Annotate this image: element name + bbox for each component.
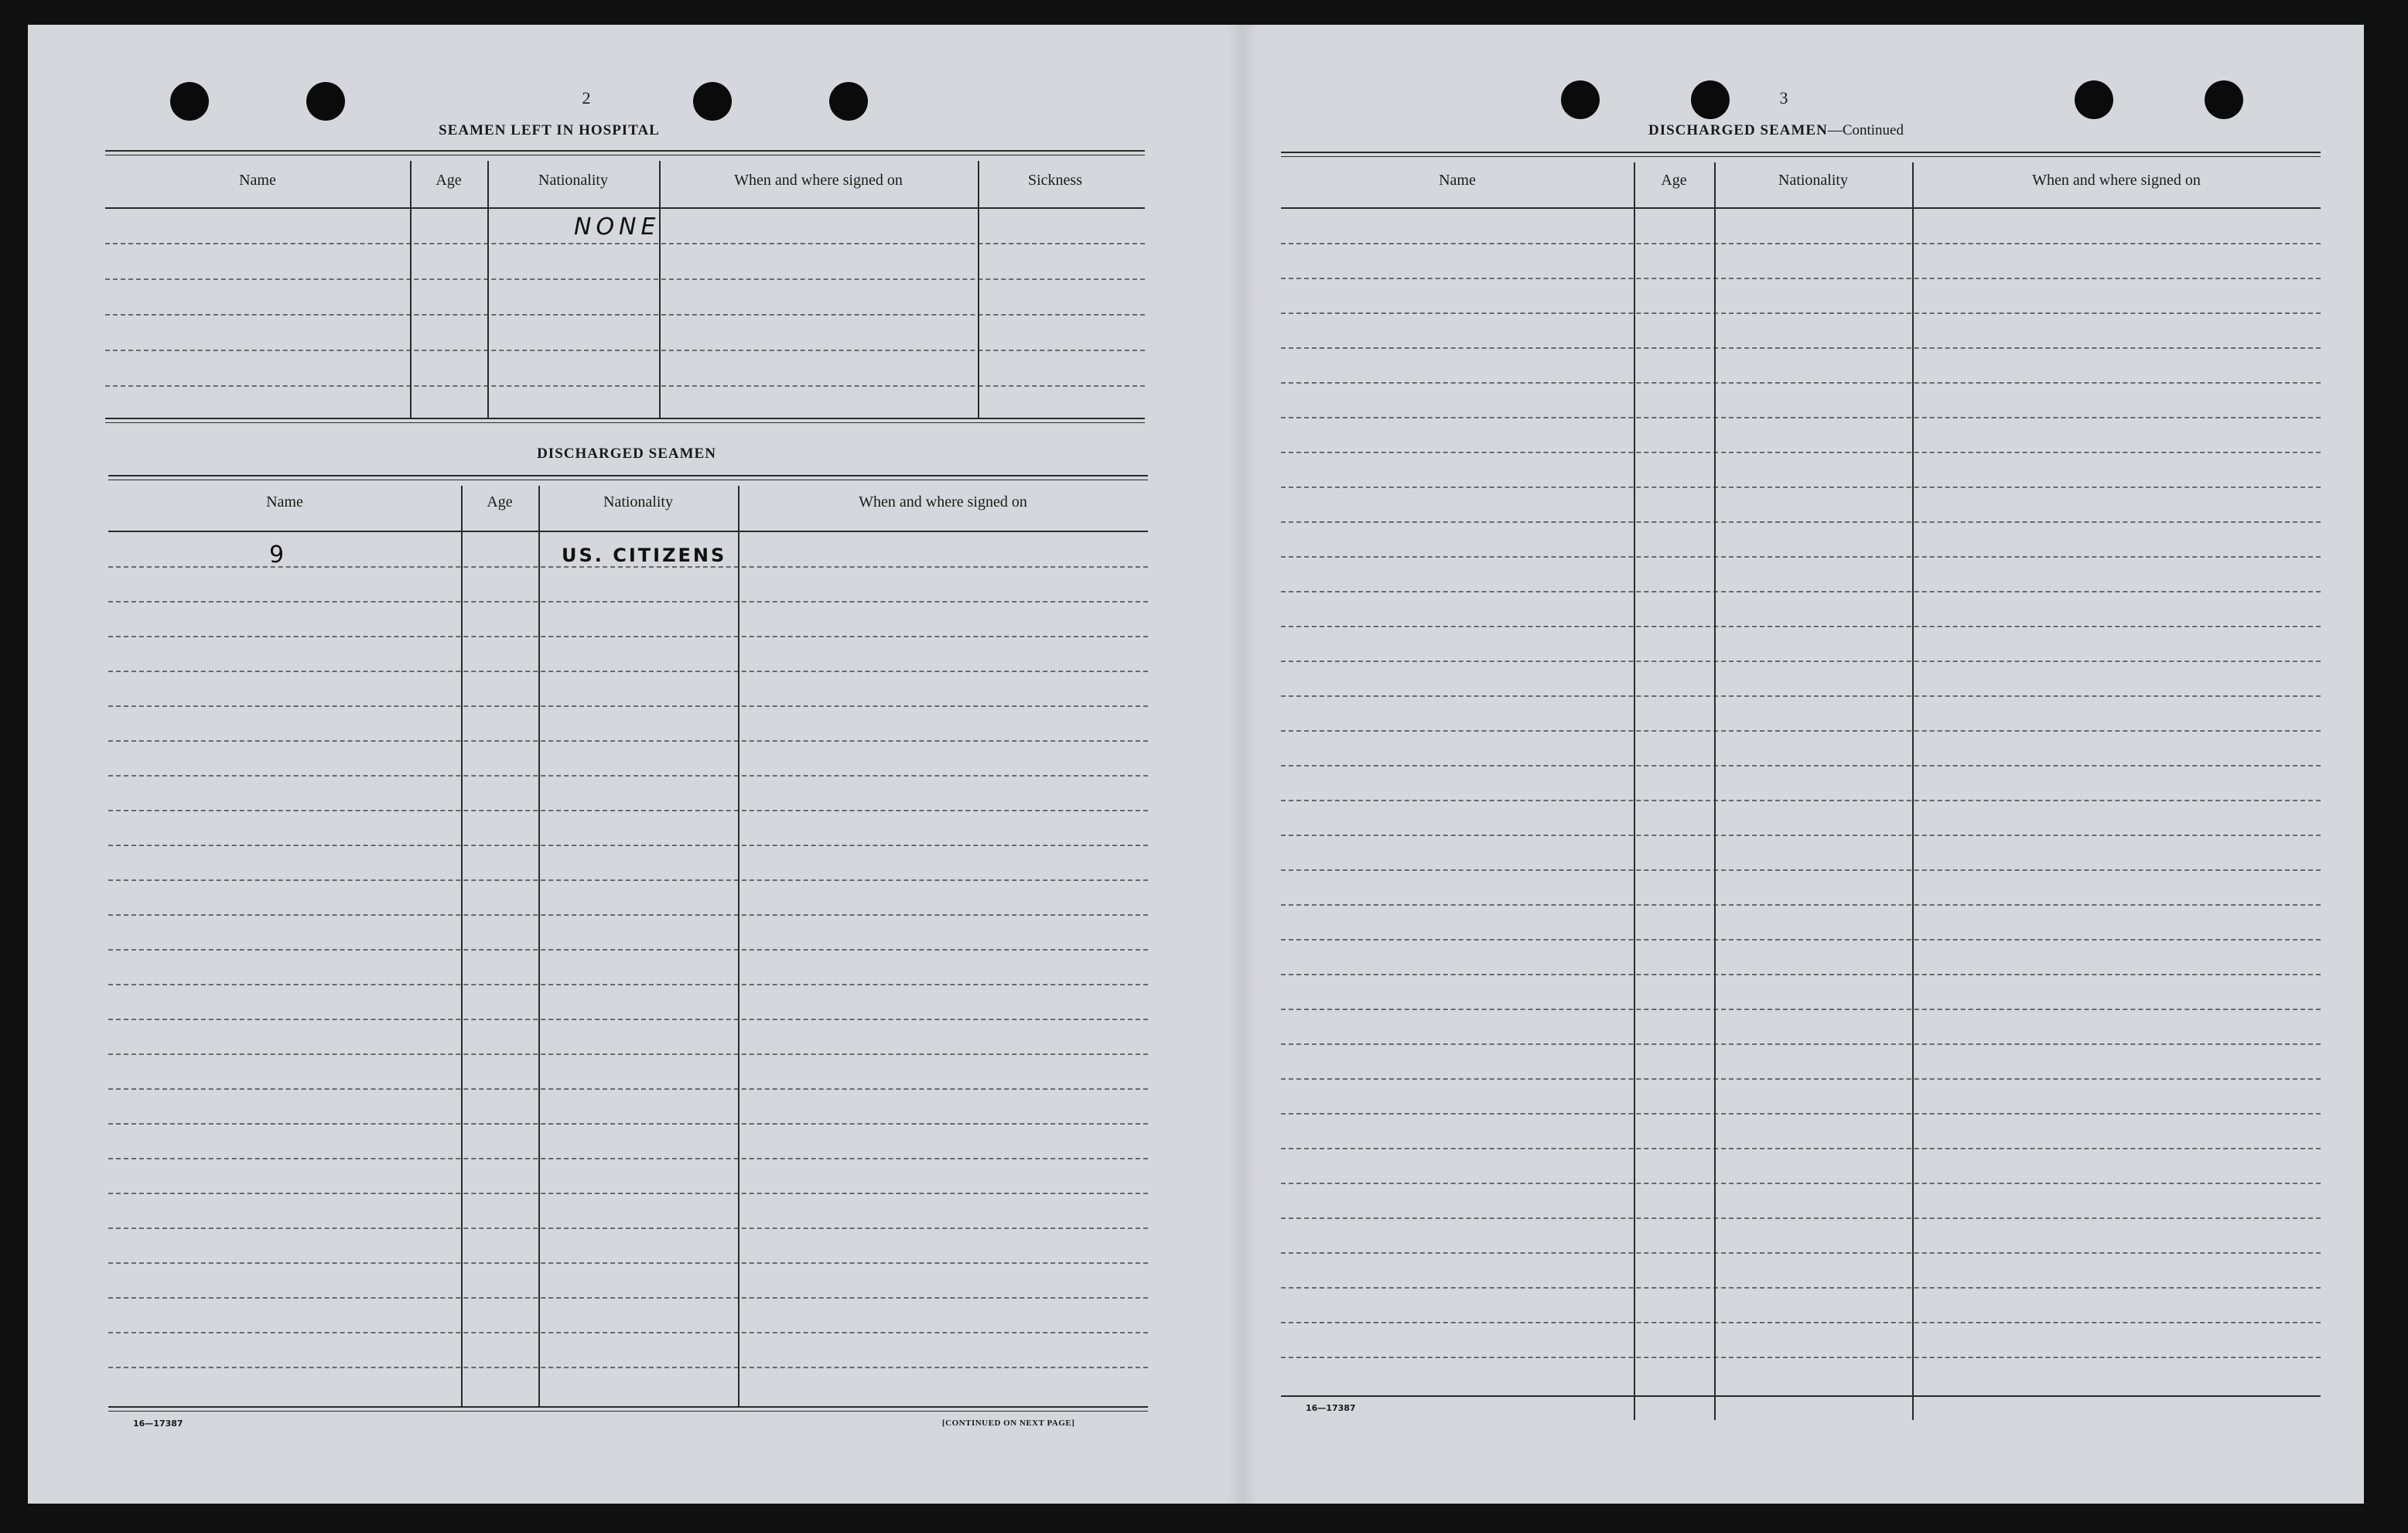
ruled-line [108, 984, 1148, 985]
hospital-bottom-rule [105, 418, 1145, 423]
ruled-line [108, 914, 1148, 916]
hospital-section-title: SEAMEN LEFT IN HOSPITAL [439, 122, 660, 138]
ruled-line [108, 1088, 1148, 1090]
right-bottom-rule [1281, 1395, 2321, 1397]
ruled-line [1281, 765, 2321, 766]
right-col-signed-on: When and where signed on [2032, 172, 2201, 189]
discharged-nationality-entry: US. CITIZENS [562, 545, 727, 566]
right-col-name: Name [1439, 172, 1476, 189]
ruled-line [108, 810, 1148, 811]
punch-hole [829, 82, 868, 121]
ruled-line [108, 1053, 1148, 1055]
ruled-line [1281, 556, 2321, 558]
hospital-col-divider [659, 161, 661, 418]
hospital-col-divider [410, 161, 412, 418]
ruled-line [108, 1019, 1148, 1020]
ruled-line [1281, 347, 2321, 349]
ruled-line [1281, 800, 2321, 801]
ruled-line [1281, 1252, 2321, 1254]
hospital-col-nationality: Nationality [538, 172, 608, 189]
ruled-line [1281, 835, 2321, 836]
hospital-entry-none: NONE [574, 213, 661, 241]
punch-hole [170, 82, 209, 121]
hospital-row-line [105, 243, 1145, 244]
ruled-line [1281, 312, 2321, 314]
discharged-col-nationality: Nationality [603, 493, 673, 510]
page-fold [1227, 25, 1258, 1504]
page-number-right: 3 [1779, 88, 1788, 108]
right-col-divider [1714, 162, 1716, 1420]
discharged-top-rule [108, 475, 1148, 480]
punch-hole [2075, 80, 2113, 119]
ruled-line [108, 740, 1148, 742]
ruled-line [1281, 661, 2321, 662]
ruled-line [108, 1227, 1148, 1229]
ruled-line [108, 601, 1148, 603]
ruled-line [108, 1367, 1148, 1368]
hospital-col-sickness: Sickness [1028, 172, 1082, 189]
discharged-col-divider [461, 486, 463, 1408]
discharged-bottom-rule [108, 1406, 1148, 1412]
ruled-line [1281, 1148, 2321, 1149]
ruled-line [1281, 626, 2321, 627]
ruled-line [108, 705, 1148, 707]
discharged-col-divider [538, 486, 540, 1408]
hospital-col-age: Age [435, 172, 462, 189]
punch-hole [2205, 80, 2243, 119]
right-col-divider [1634, 162, 1635, 1420]
ruled-line [108, 671, 1148, 672]
page-number-left: 2 [582, 88, 591, 108]
ruled-line [1281, 1078, 2321, 1080]
discharged-col-name: Name [266, 493, 303, 510]
ruled-line [108, 1158, 1148, 1159]
ruled-line [108, 1123, 1148, 1125]
hospital-col-divider [978, 161, 979, 418]
manifest-sheet [28, 25, 2364, 1504]
discharged-col-divider [738, 486, 739, 1408]
ruled-line [1281, 1357, 2321, 1358]
discharged-section-title: DISCHARGED SEAMEN [537, 446, 716, 462]
right-section-title-main: DISCHARGED SEAMEN [1648, 122, 1828, 138]
form-number-left: 16—17387 [133, 1419, 183, 1429]
right-section-title [1559, 122, 1993, 139]
ruled-line [1281, 1043, 2321, 1045]
punch-hole [1561, 80, 1600, 119]
ruled-line [1281, 695, 2321, 697]
hospital-col-name: Name [239, 172, 276, 189]
ruled-line [1281, 1183, 2321, 1184]
ruled-line [1281, 1322, 2321, 1323]
ruled-line [108, 566, 1148, 568]
punch-hole [693, 82, 732, 121]
ruled-line [1281, 278, 2321, 279]
ruled-line [1281, 521, 2321, 523]
ruled-line [1281, 243, 2321, 244]
ruled-line [1281, 487, 2321, 488]
ruled-line [1281, 1287, 2321, 1289]
ruled-line [108, 775, 1148, 777]
hospital-row-line [105, 314, 1145, 316]
ruled-line [108, 1332, 1148, 1333]
ruled-line [108, 1297, 1148, 1299]
right-section-title-suffix: —Continued [1827, 122, 1904, 138]
hospital-row-line [105, 278, 1145, 280]
hospital-row-line [105, 385, 1145, 387]
ruled-line [1281, 974, 2321, 975]
hospital-col-signed-on: When and where signed on [734, 172, 903, 189]
right-col-nationality: Nationality [1778, 172, 1848, 189]
right-header-rule [1281, 207, 2321, 209]
discharged-header-rule [108, 531, 1148, 532]
ruled-line [1281, 452, 2321, 453]
discharged-col-age: Age [487, 493, 513, 510]
ruled-line [1281, 382, 2321, 384]
punch-hole [1691, 80, 1730, 119]
punch-hole [306, 82, 345, 121]
right-top-rule [1281, 152, 2321, 157]
ruled-line [108, 636, 1148, 637]
ruled-line [1281, 1113, 2321, 1115]
ruled-line [1281, 591, 2321, 592]
right-col-divider [1912, 162, 1914, 1420]
ruled-line [1281, 730, 2321, 732]
hospital-header-rule [105, 207, 1145, 209]
hospital-row-line [105, 350, 1145, 351]
ruled-line [1281, 869, 2321, 871]
ruled-line [1281, 1009, 2321, 1010]
discharged-col-signed-on: When and where signed on [859, 493, 1027, 510]
ruled-line [1281, 939, 2321, 941]
ruled-line [1281, 904, 2321, 906]
hospital-col-divider [487, 161, 489, 418]
discharged-count-entry: 9 [269, 541, 285, 568]
ruled-line [108, 949, 1148, 951]
continued-note: [CONTINUED ON NEXT PAGE] [942, 1419, 1075, 1428]
hospital-top-rule [105, 150, 1145, 155]
ruled-line [1281, 417, 2321, 418]
form-number-right: 16—17387 [1306, 1403, 1356, 1413]
ruled-line [1281, 1217, 2321, 1219]
ruled-line [108, 879, 1148, 881]
right-col-age: Age [1661, 172, 1687, 189]
ruled-line [108, 1262, 1148, 1264]
ruled-line [108, 845, 1148, 846]
ruled-line [108, 1193, 1148, 1194]
